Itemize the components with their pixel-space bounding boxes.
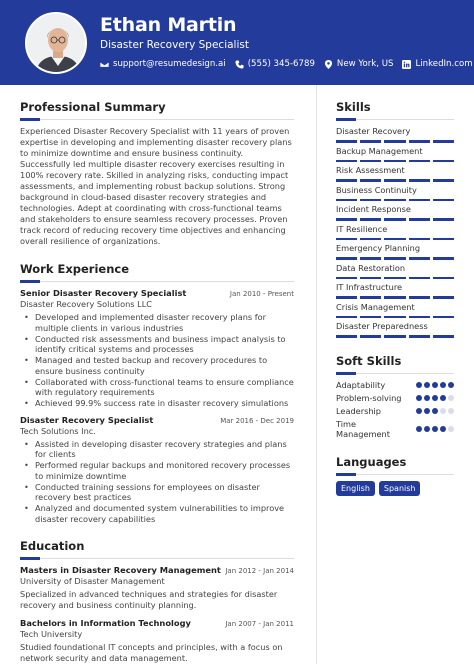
school-name: University of Disaster Management xyxy=(20,576,165,586)
education-entry xyxy=(20,618,294,664)
skill-item xyxy=(336,165,454,182)
skill-bar-segment xyxy=(433,179,454,182)
soft-skill-rating xyxy=(416,382,454,388)
skill-bar-segment xyxy=(336,218,357,221)
skill-bar-segment xyxy=(433,257,454,260)
section-underline xyxy=(336,373,454,374)
contact-location xyxy=(324,59,394,69)
education-date: Jan 2012 - Jan 2014 xyxy=(225,567,294,575)
skill-bar-segment xyxy=(409,257,430,260)
section-underline xyxy=(20,281,294,282)
rating-dot xyxy=(448,408,454,414)
skill-item xyxy=(336,224,454,241)
contact-phone[interactable] xyxy=(235,59,315,69)
job-bullet: • Conducted training sessions for employees on disaster recovery best practices xyxy=(20,482,294,503)
soft-skill-name: Leadership xyxy=(336,405,381,416)
candidate-name: Ethan Martin xyxy=(100,14,237,36)
contact-location-text: New York, US xyxy=(336,59,394,69)
contact-email[interactable] xyxy=(100,59,226,69)
skill-bar xyxy=(336,335,454,338)
skill-bar-segment xyxy=(409,335,430,338)
skill-bar xyxy=(336,160,454,163)
skill-bar-segment xyxy=(433,316,454,319)
skill-bar-segment xyxy=(433,199,454,202)
main-column xyxy=(20,100,294,664)
skill-item xyxy=(336,185,454,202)
soft-skill-item xyxy=(336,380,454,390)
skill-bar xyxy=(336,316,454,319)
rating-dot xyxy=(424,382,430,388)
skill-bar-segment xyxy=(360,335,381,338)
skill-item xyxy=(336,243,454,260)
skill-bar-segment xyxy=(384,277,405,280)
education-date: Jan 2007 - Jan 2011 xyxy=(225,620,294,628)
skill-bar-segment xyxy=(360,140,381,143)
skill-bar-segment xyxy=(433,218,454,221)
rating-dot xyxy=(432,408,438,414)
skill-bar-segment xyxy=(433,160,454,163)
skill-bar-segment xyxy=(336,140,357,143)
sidebar-column xyxy=(336,100,454,496)
rating-dot xyxy=(432,426,438,432)
school-name: Tech University xyxy=(20,629,83,639)
skill-bar-segment xyxy=(409,140,430,143)
skill-bar-segment xyxy=(433,140,454,143)
contact-phone-text: (555) 345-6789 xyxy=(247,59,315,69)
rating-dot xyxy=(440,408,446,414)
skill-name: Crisis Management xyxy=(336,301,415,312)
skill-bar-segment xyxy=(409,277,430,280)
skill-bar-segment xyxy=(409,218,430,221)
section-underline xyxy=(20,558,294,559)
rating-dot xyxy=(432,382,438,388)
rating-dot xyxy=(416,395,422,401)
skill-bar xyxy=(336,296,454,299)
skill-bar-segment xyxy=(384,160,405,163)
skills-list xyxy=(336,126,454,338)
skill-name: Emergency Planning xyxy=(336,243,421,253)
soft-skill-name: Adaptability xyxy=(336,379,386,390)
skill-bar-segment xyxy=(384,296,405,299)
job-entry xyxy=(20,288,294,409)
rating-dot xyxy=(424,426,430,432)
experience-heading: Work Experience xyxy=(20,262,130,276)
soft-skill-item xyxy=(336,419,454,439)
skill-bar xyxy=(336,218,454,221)
languages-list xyxy=(336,481,454,496)
skill-bar xyxy=(336,179,454,182)
email-icon xyxy=(100,60,109,69)
languages-heading: Languages xyxy=(336,454,407,469)
rating-dot xyxy=(448,426,454,432)
skill-name: IT Infrastructure xyxy=(336,282,403,292)
education-description: Studied foundational IT concepts and principles, with a focus on network security and data management. xyxy=(20,642,283,663)
skill-bar-segment xyxy=(384,179,405,182)
skill-bar-segment xyxy=(433,335,454,338)
rating-dot xyxy=(448,382,454,388)
skill-bar-segment xyxy=(384,199,405,202)
rating-dot xyxy=(448,395,454,401)
skill-bar-segment xyxy=(409,296,430,299)
job-bullet: • Collaborated with cross-functional teams to ensure compliance with regulatory requirements xyxy=(20,377,294,398)
section-underline xyxy=(20,119,294,120)
degree-title: Bachelors in Information Technology xyxy=(20,618,191,628)
skill-bar-segment xyxy=(360,257,381,260)
skill-bar-segment xyxy=(384,257,405,260)
soft-skills-list xyxy=(336,380,454,439)
skill-bar-segment xyxy=(384,218,405,221)
skill-bar-segment xyxy=(336,199,357,202)
summary-text: Experienced Disaster Recovery Specialist with 11 years of proven expertise in developing and implementing disaster recovery plans to minimize downtime and ensure business continuity. Successfully led multiple disaster recovery exercises resulting in 100% recovery rate. Skilled in analyzing risks, conducting impact assessments, and implementing robust backup solutions. Strong background in cloud-based disaster recovery strategies and technologies. Adept at coordinating with cross-functional teams and stakeholders to ensure seamless recovery processes. Proven track record of reducing recovery time objectives and enhancing overall resilience of organizations. xyxy=(20,126,292,246)
rating-dot xyxy=(416,382,422,388)
skill-bar xyxy=(336,277,454,280)
skill-bar-segment xyxy=(360,277,381,280)
skill-bar-segment xyxy=(384,140,405,143)
skill-name: Data Restoration xyxy=(336,262,406,273)
skill-bar-segment xyxy=(336,257,357,260)
skill-bar-segment xyxy=(336,238,357,241)
skill-bar-segment xyxy=(360,199,381,202)
skill-bar xyxy=(336,199,454,202)
skill-bar-segment xyxy=(384,238,405,241)
skill-item xyxy=(336,204,454,221)
contact-bar xyxy=(100,59,473,69)
skill-bar xyxy=(336,238,454,241)
summary-heading: Professional Summary xyxy=(20,100,166,114)
skill-name: Risk Assessment xyxy=(336,165,405,175)
skills-heading: Skills xyxy=(336,100,371,114)
skill-bar-segment xyxy=(384,316,405,319)
rating-dot xyxy=(424,408,430,414)
skill-bar-segment xyxy=(360,160,381,163)
job-bullet: • Conducted risk assessments and business impact analysis to identify critical systems and processes xyxy=(20,334,294,355)
skill-bar-segment xyxy=(409,179,430,182)
skill-name: Disaster Preparedness xyxy=(336,321,428,331)
contact-linkedin[interactable] xyxy=(402,59,472,69)
skill-bar-segment xyxy=(360,316,381,319)
skill-item xyxy=(336,282,454,299)
job-title: Senior Disaster Recovery Specialist xyxy=(20,288,187,298)
skill-item xyxy=(336,321,454,338)
skill-bar-segment xyxy=(360,179,381,182)
job-bullet: • Managed and tested backup and recovery procedures to ensure business continuity xyxy=(20,355,294,376)
linkedin-icon xyxy=(402,60,411,69)
skill-bar-segment xyxy=(409,238,430,241)
skill-bar-segment xyxy=(336,335,357,338)
skill-bar xyxy=(336,140,454,143)
phone-icon xyxy=(235,60,244,69)
skill-bar-segment xyxy=(336,277,357,280)
skill-bar-segment xyxy=(360,238,381,241)
skill-item xyxy=(336,126,454,143)
skill-bar-segment xyxy=(360,296,381,299)
skill-item xyxy=(336,146,454,163)
skill-bar xyxy=(336,257,454,260)
rating-dot xyxy=(424,395,430,401)
skill-bar-segment xyxy=(336,160,357,163)
profile-photo xyxy=(25,12,87,74)
skill-bar-segment xyxy=(336,296,357,299)
contact-email-text: support@resumedesign.ai xyxy=(113,59,226,69)
job-bullets xyxy=(20,312,294,409)
rating-dot xyxy=(440,395,446,401)
job-bullet: • Achieved 99.9% success rate in disaster recovery simulations xyxy=(20,398,294,409)
rating-dot xyxy=(440,382,446,388)
skill-bar-segment xyxy=(433,238,454,241)
skill-name: IT Resilience xyxy=(336,223,388,234)
contact-linkedin-text: LinkedIn.com xyxy=(415,59,473,69)
skill-name: Incident Response xyxy=(336,204,411,214)
soft-skill-item xyxy=(336,406,454,416)
skill-bar-segment xyxy=(409,316,430,319)
language-badge: Spanish xyxy=(379,481,421,496)
section-underline xyxy=(336,474,454,475)
skill-bar-segment xyxy=(433,296,454,299)
skill-item xyxy=(336,302,454,319)
skill-bar-segment xyxy=(336,316,357,319)
skill-bar-segment xyxy=(336,179,357,182)
rating-dot xyxy=(440,426,446,432)
location-pin-icon xyxy=(324,60,333,69)
soft-skill-rating xyxy=(416,395,454,401)
skill-item xyxy=(336,263,454,280)
education-heading: Education xyxy=(20,539,85,553)
job-bullet: • Developed and implemented disaster recovery plans for multiple clients in various industries xyxy=(20,312,294,333)
soft-skill-name: Problem-solving xyxy=(336,392,402,403)
column-divider xyxy=(316,85,317,664)
skills-section xyxy=(336,100,454,338)
skill-bar-segment xyxy=(433,277,454,280)
candidate-title: Disaster Recovery Specialist xyxy=(100,39,249,51)
summary-section xyxy=(20,100,294,247)
rating-dot xyxy=(432,395,438,401)
language-badge: English xyxy=(336,481,375,496)
education-section xyxy=(20,539,294,664)
job-date: Mar 2016 - Dec 2019 xyxy=(220,416,294,425)
soft-skills-heading: Soft Skills xyxy=(336,353,402,368)
skill-bar-segment xyxy=(384,335,405,338)
languages-section xyxy=(336,455,454,496)
soft-skills-section xyxy=(336,354,454,439)
job-company: Tech Solutions Inc. xyxy=(20,425,96,436)
education-entry xyxy=(20,565,294,611)
job-entry xyxy=(20,415,294,525)
resume-header xyxy=(0,0,474,85)
job-company: Disaster Recovery Solutions LLC xyxy=(20,299,152,309)
soft-skill-item xyxy=(336,393,454,403)
skill-bar-segment xyxy=(409,199,430,202)
job-bullet: • Assisted in developing disaster recovery strategies and plans for clients xyxy=(20,439,294,460)
rating-dot xyxy=(416,426,422,432)
job-bullet: • Analyzed and documented system vulnerabilities to improve disaster recovery capabilities xyxy=(20,503,294,524)
rating-dot xyxy=(416,408,422,414)
job-title: Disaster Recovery Specialist xyxy=(20,414,154,425)
skill-name: Business Continuity xyxy=(336,184,417,195)
education-description: Specialized in advanced techniques and strategies for disaster recovery and business continuity planning. xyxy=(20,589,278,610)
soft-skill-name: Time Management xyxy=(336,418,390,439)
experience-section xyxy=(20,262,294,524)
section-underline xyxy=(336,119,454,120)
job-date: Jan 2010 - Present xyxy=(229,290,294,298)
job-bullet: • Performed regular backups and monitored recovery processes to minimize downtime xyxy=(20,460,294,481)
skill-bar-segment xyxy=(360,218,381,221)
skill-name: Disaster Recovery xyxy=(336,126,411,136)
degree-title: Masters in Disaster Recovery Management xyxy=(20,565,221,575)
soft-skill-rating xyxy=(416,408,454,414)
skill-bar-segment xyxy=(409,160,430,163)
soft-skill-rating xyxy=(416,426,454,432)
skill-name: Backup Management xyxy=(336,145,423,156)
job-bullets xyxy=(20,439,294,525)
